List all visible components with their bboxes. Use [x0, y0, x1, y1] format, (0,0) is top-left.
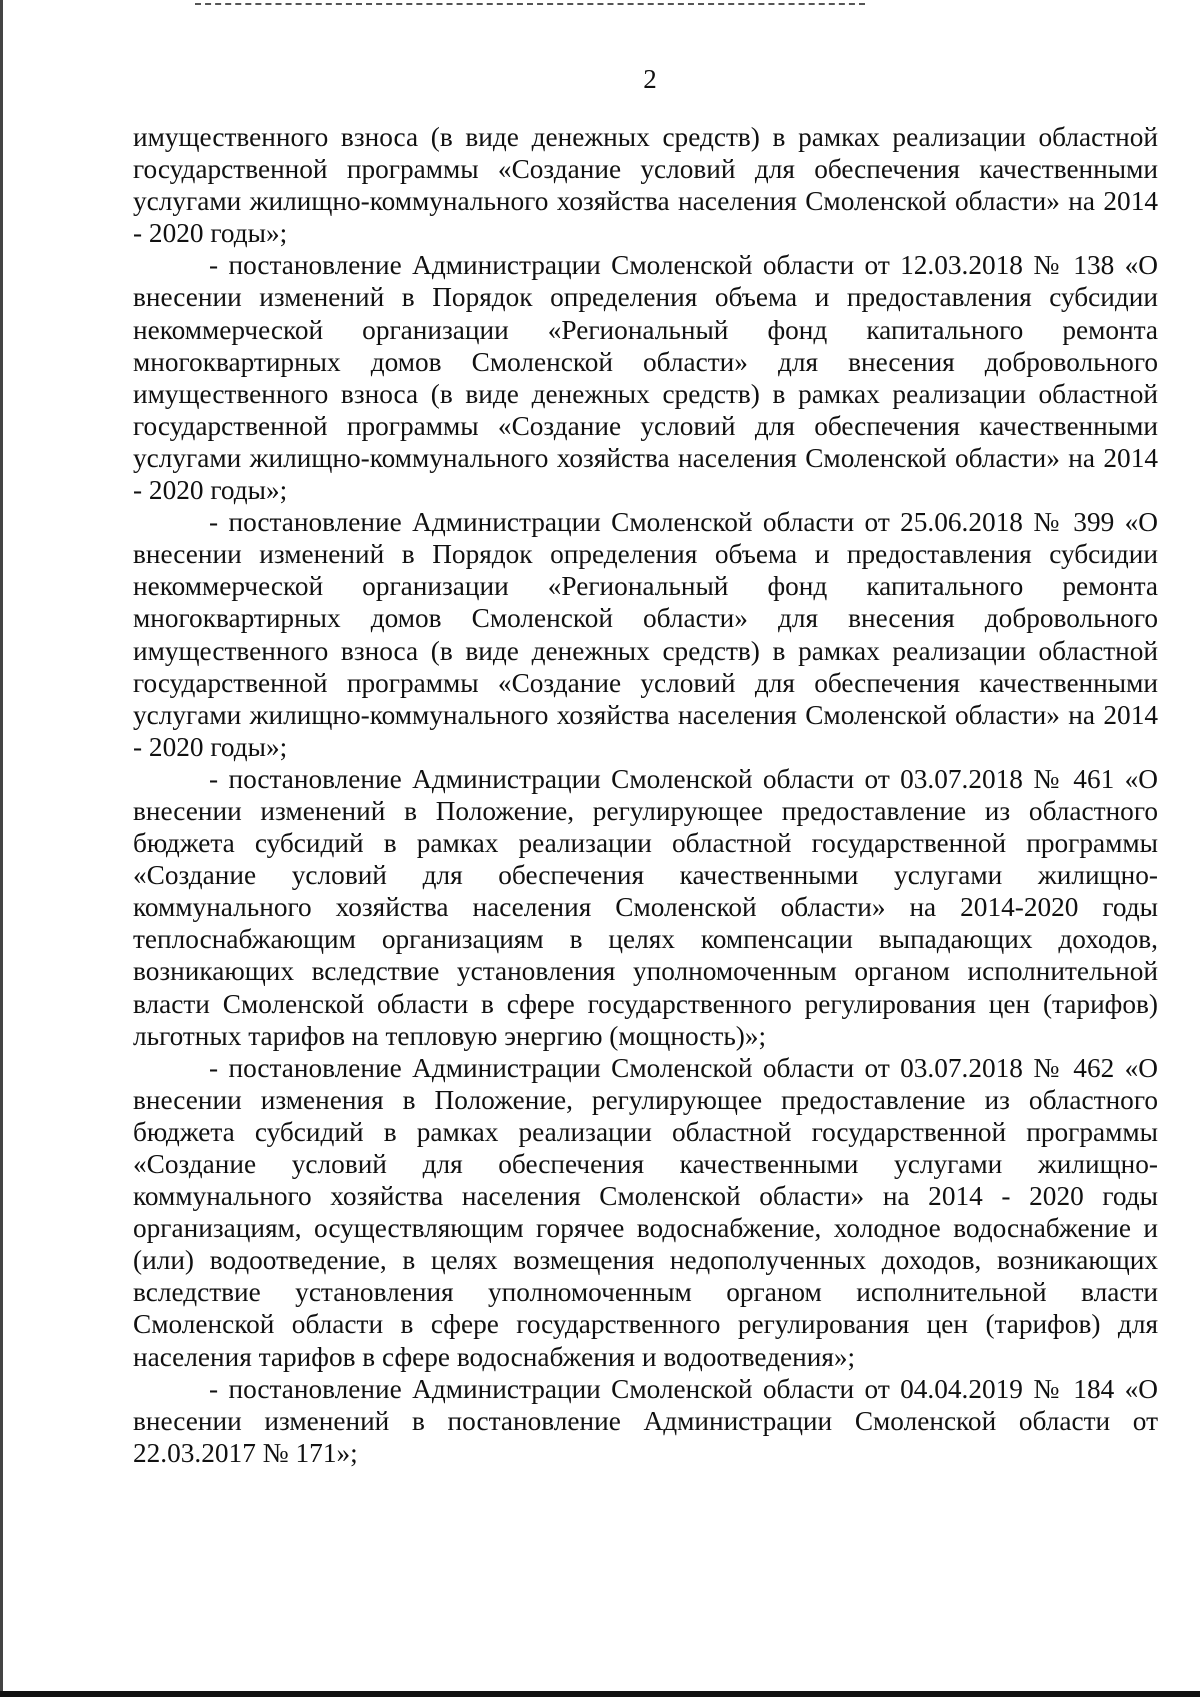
scan-edge-top: [195, 3, 865, 5]
page-number: 2: [643, 64, 657, 94]
list-item-resolution-461: - постановление Администрации Смоленской области от 03.07.2018 № 461 «О внесении изменений в Положение, регулирующее предоставление из областного бюджета субсидий в рамках реализации областной государственной программы «Создание условий для обеспечения качественными услугами жилищно-коммунального хозяйства населения Смоленской области» на 2014-2020 годы теплоснабжающим организациям в целях компенсации выпадающих доходов, возникающих вследствие установления уполномоченным органом исполнительной власти Смоленской области в сфере государственного регулирования цен (тарифов) льготных тарифов на тепловую энергию (мощность)»;: [133, 763, 1158, 1051]
scan-edge-bottom: [0, 1691, 1200, 1697]
list-item-resolution-399: - постановление Администрации Смоленской области от 25.06.2018 № 399 «О внесении изменений в Порядок определения объема и предоставления субсидии некоммерческой организации «Региональный фонд капитального ремонта многоквартирных домов Смоленской области» для внесения добровольного имущественного взноса (в виде денежных средств) в рамках реализации областной государственной программы «Создание условий для обеспечения качественными услугами жилищно-коммунального хозяйства населения Смоленской области» на 2014 - 2020 годы»;: [133, 507, 1158, 762]
list-item-resolution-462: - постановление Администрации Смоленской области от 03.07.2018 № 462 «О внесении изменения в Положение, регулирующее предоставление из областного бюджета субсидий в рамках реализации областной государственной программы «Создание условий для обеспечения качественными услугами жилищно-коммунального хозяйства населения Смоленской области» на 2014 - 2020 годы организациям, осуществляющим горячее водоснабжение, холодное водоснабжение и (или) водоотведение, в целях возмещения недополученных доходов, возникающих вследствие установления уполномоченным органом исполнительной власти Смоленской области в сфере государственного регулирования цен (тарифов) для населения тарифов в сфере водоснабжения и водоотведения»;: [133, 1052, 1158, 1372]
paragraph-continuation: имущественного взноса (в виде денежных средств) в рамках реализации областной государственной программы «Создание условий для обеспечения качественными услугами жилищно-коммунального хозяйства населения Смоленской области» на 2014 - 2020 годы»;: [133, 122, 1158, 249]
list-item-resolution-138: - постановление Администрации Смоленской области от 12.03.2018 № 138 «О внесении изменений в Порядок определения объема и предоставления субсидии некоммерческой организации «Региональный фонд капитального ремонта многоквартирных домов Смоленской области» для внесения добровольного имущественного взноса (в виде денежных средств) в рамках реализации областной государственной программы «Создание условий для обеспечения качественными услугами жилищно-коммунального хозяйства населения Смоленской области» на 2014 - 2020 годы»;: [133, 250, 1158, 506]
scan-edge-left: [0, 0, 3, 1697]
list-item-resolution-184: - постановление Администрации Смоленской области от 04.04.2019 № 184 «О внесении изменений в постановление Администрации Смоленской области от 22.03.2017 № 171»;: [133, 1373, 1158, 1468]
document-body: [133, 121, 1158, 1469]
